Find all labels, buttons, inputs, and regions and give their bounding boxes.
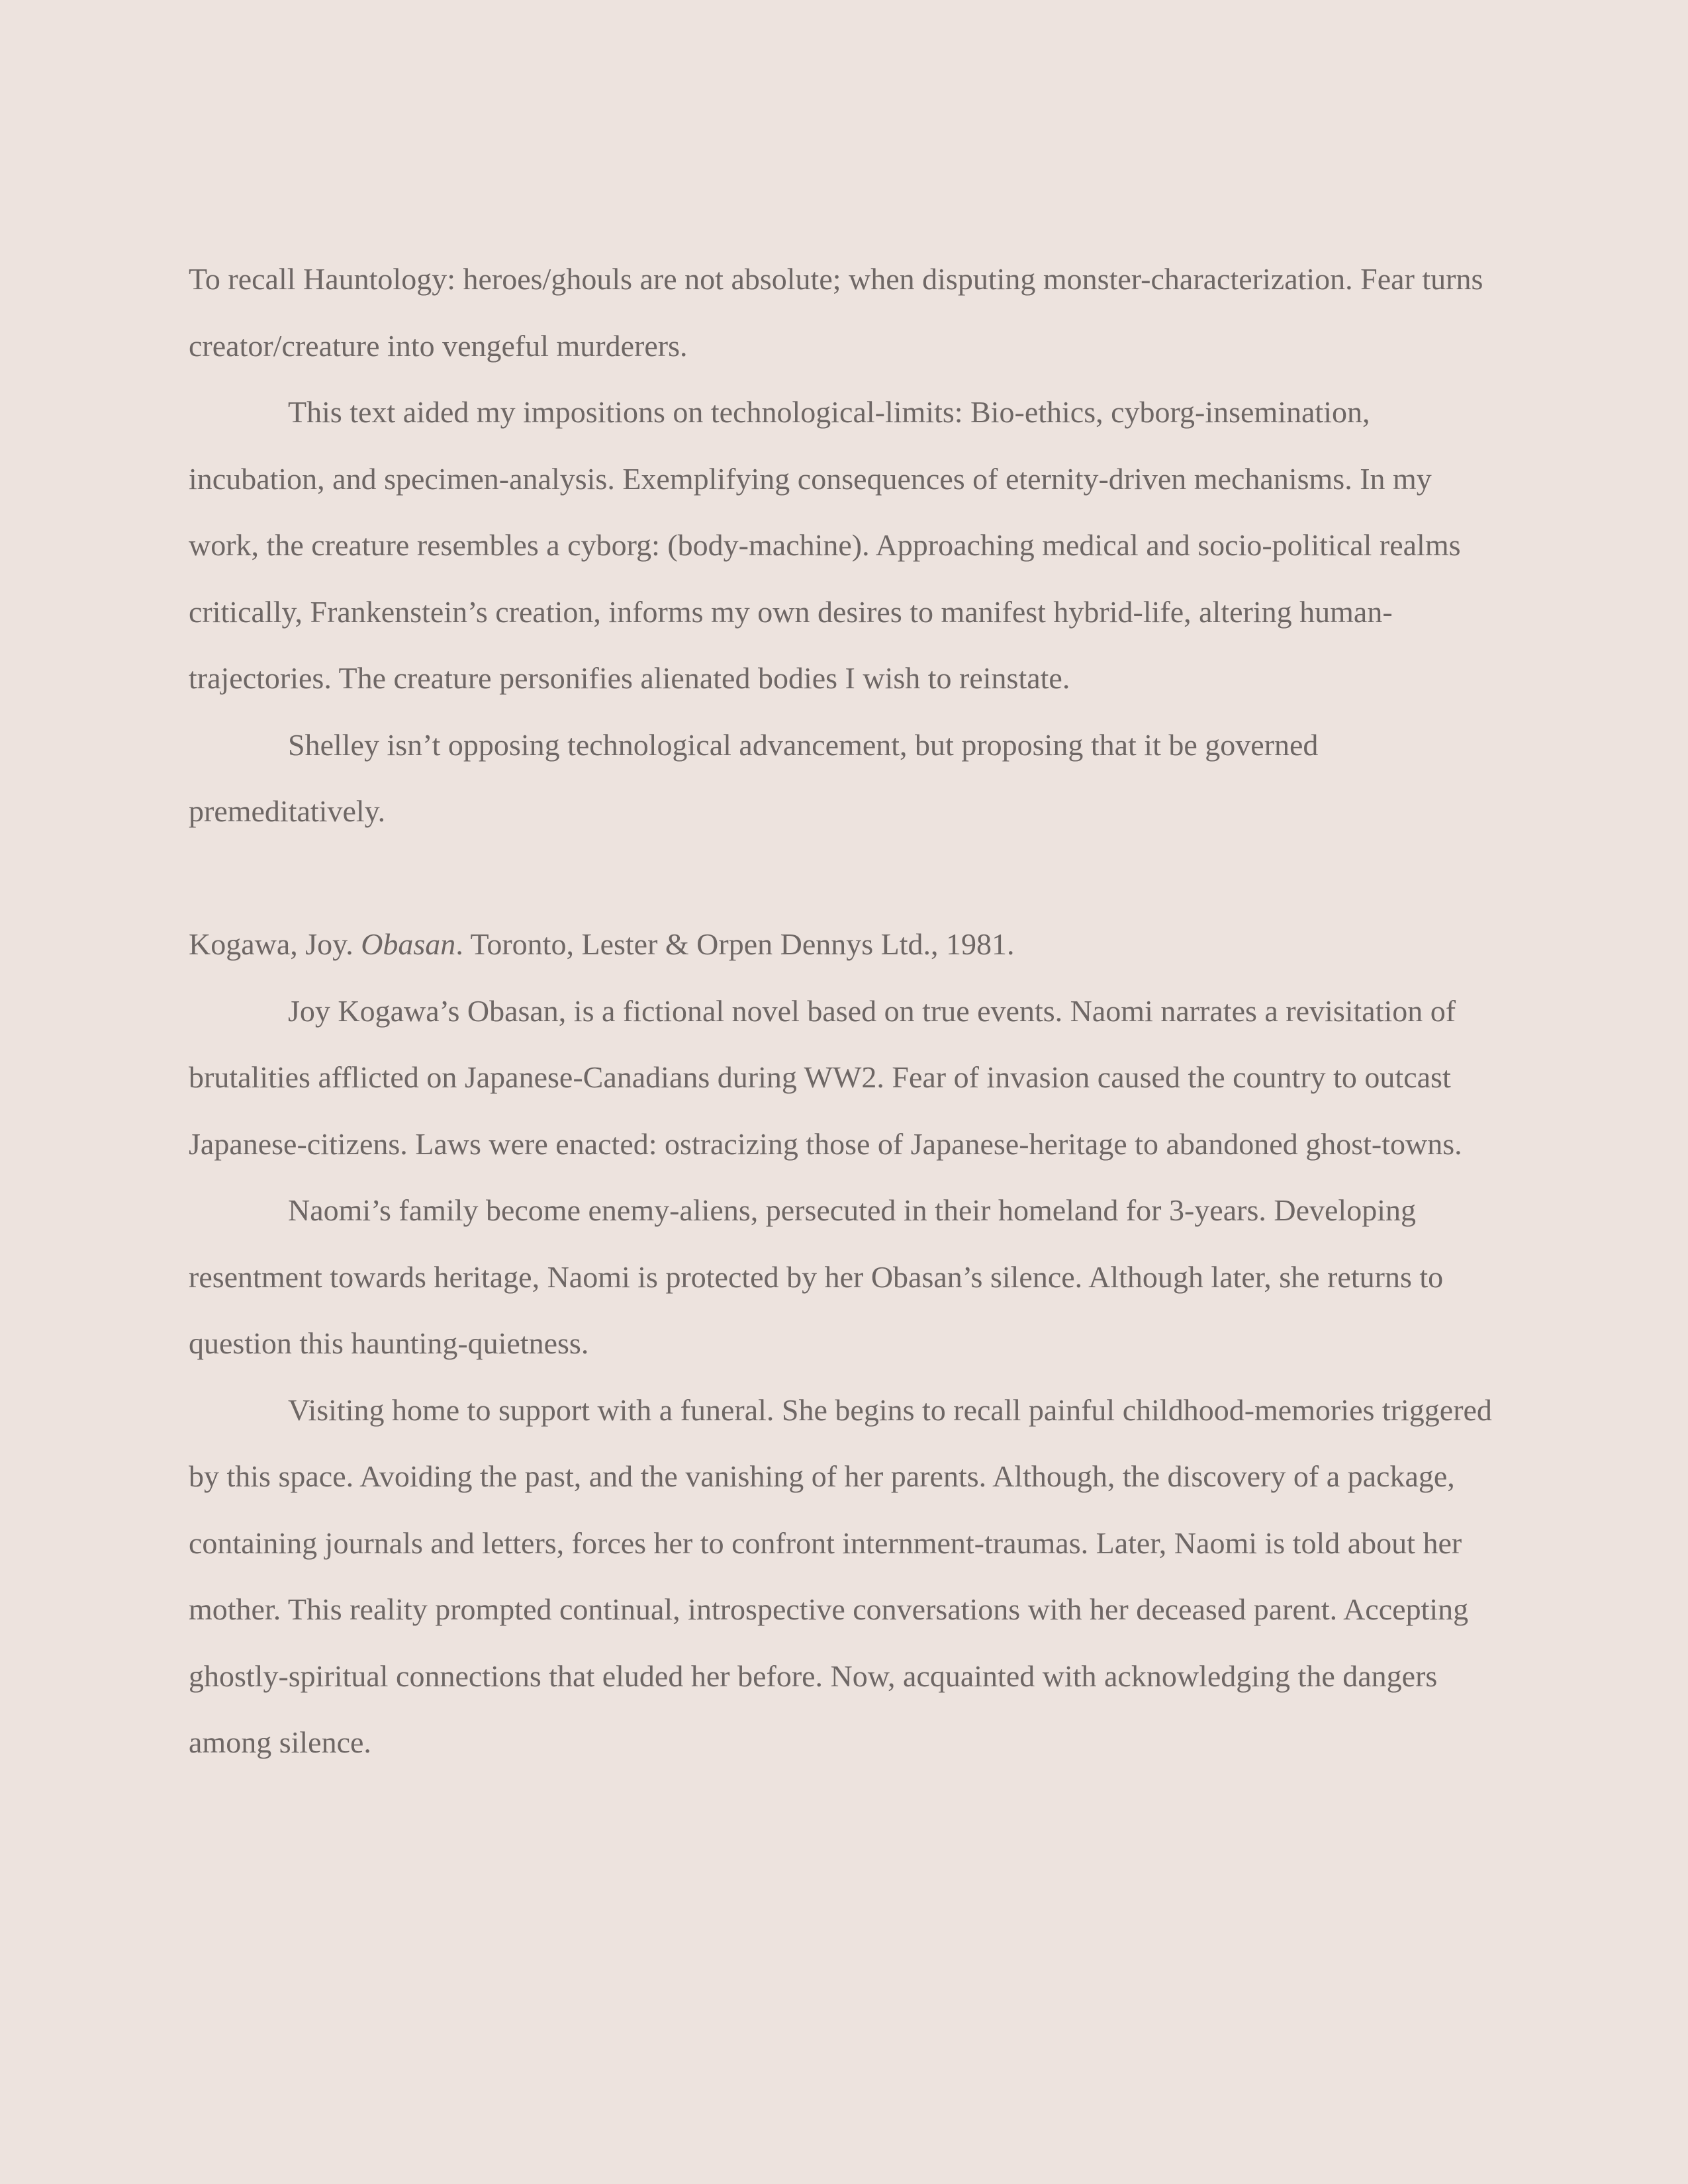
obasan-summary-paragraph: Joy Kogawa’s Obasan, is a fictional novel based on true events. Naomi narrates a revisitation of brutalities afflicted on Japanese-Canadians during WW2. Fear of invasion caused the country to outcast Japanese-citizens. Laws were enacted: ostracizing those of Japanese-heritage to abandoned ghost-towns. — [189, 993, 1462, 1161]
citation-title: Obasan — [361, 927, 456, 961]
citation-publisher: . Toronto, Lester & Orpen Dennys Ltd., 1981. — [455, 927, 1015, 961]
technology-limits-paragraph: This text aided my impositions on technological-limits: Bio-ethics, cyborg-insemination, incubation, and specimen-analysis. Exemplifying consequences of eternity-driven mechanisms. In my work, the creature resembles a cyborg: (body-machine). Approaching medical and socio-political realms critically, Frankenstein’s creation, informs my own desires to manifest hybrid-life, altering human-trajectories. The creature personifies alienated bodies I wish to reinstate. — [189, 395, 1461, 695]
document-page — [189, 246, 1499, 1776]
citation-obasan — [189, 911, 1499, 978]
funeral-visit-paragraph: Visiting home to support with a funeral. She begins to recall painful childhood-memories triggered by this space. Avoiding the past, and the vanishing of her parents. Although, the discovery of a package, containing journals and letters, forces her to confront internment-traumas. Later, Naomi is told about her mother. This reality prompted continual, introspective conversations with her deceased parent. Accepting ghostly-spiritual connections that eluded her before. Now, acquainted with acknowledging the dangers among silence. — [189, 1392, 1492, 1759]
shelley-paragraph: Shelley isn’t opposing technological advancement, but proposing that it be governed premeditatively. — [189, 727, 1319, 828]
section-gap — [189, 845, 1499, 912]
naomi-family-paragraph: Naomi’s family become enemy-aliens, persecuted in their homeland for 3-years. Developing resentment towards heritage, Naomi is protected by her Obasan’s silence. Although later, she returns to question this haunting-quietness. — [189, 1193, 1444, 1360]
hauntology-paragraph: To recall Hauntology: heroes/ghouls are not absolute; when disputing monster-characterization. Fear turns creator/creature into vengeful murderers. — [189, 262, 1483, 363]
citation-author: Kogawa, Joy. — [189, 927, 353, 961]
